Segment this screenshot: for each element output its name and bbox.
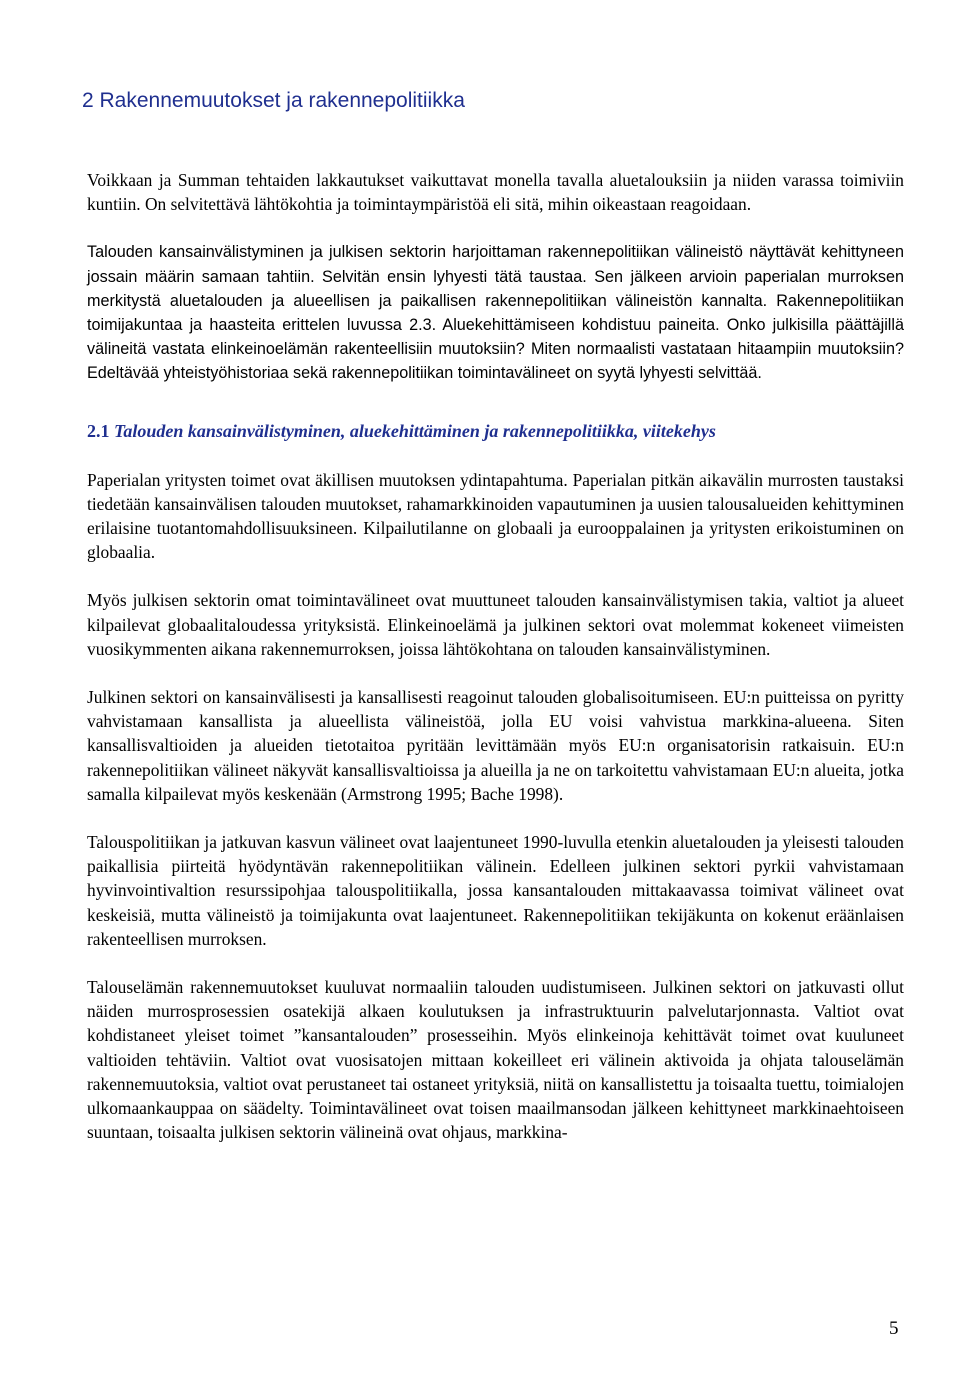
body-paragraph: Talouspolitiikan ja jatkuvan kasvun välineet ovat laajentuneet 1990-luvulla etenkin aluetalouden ja yleisesti talouden paikallisia piirteitä hyödyntävän rakennepolitiikan välinein. Edelleen julkinen sektori pyrkii vahvistamaan hyvinvointivaltion resurssipohjaa talouspolitiikalla, jossa kansantalouden mittakaavassa toimivat välineet ovat keskeisiä, mutta välineistö ja toimijakunta ovat laajentuneet. Rakennepolitiikan tekijäkunta on kokenut eräänlaisen rakenteellisen murroksen. — [87, 832, 904, 949]
page-number: 5 — [889, 1318, 899, 1339]
intro-paragraph-2: Talouden kansainvälistyminen ja julkisen sektorin harjoittaman rakennepolitiikan välineistö näyttävät kehittyneen jossain määrin samaan tahtiin. Selvitän ensin lyhyesti tätä taustaa. Sen jälkeen arvioin paperialan murroksen merkitystä aluetalouden ja alueellisen ja paikallisen rakennepolitiikan välineistön kannalta. Rakennepolitiikan toimijakuntaa ja haasteita erittelen luvussa 2.3. Aluekehittämiseen kohdistuu paineita. Onko julkisilla päättäjillä välineitä vastata elinkeinoelämän rakenteellisiin muutoksiin? Miten normaalisti vastataan hitaampiin muutoksiin? Edeltävää yhteistyöhistoriaa sekä rakennepolitiikan toimintavälineet on syytä lyhyesti selvittää. — [87, 243, 904, 383]
intro-paragraph-1: Voikkaan ja Summan tehtaiden lakkautukset vaikuttavat monella tavalla aluetalouksiin ja niiden varassa toimiviin kuntiin. On selvitettävä lähtökohtia ja toimintaympäristöä eli sitä, mihin oikeastaan reagoidaan. — [87, 170, 904, 215]
body-paragraph: Paperialan yritysten toimet ovat äkillisen muutoksen ydintapahtuma. Paperialan pitkän aikavälin murrosten taustaksi tiedetään kansainvälisen talouden muutokset, rahamarkkinoiden vapautuminen ja uusien talousalueiden kehittyminen erilaisine tuotantomahdollisuuksineen. Kilpailutilanne on globaali ja eurooppalainen ja yritysten erikoistuminen on globaalia. — [87, 469, 904, 563]
section-number: 2.1 — [87, 420, 110, 441]
body-paragraph: Myös julkisen sektorin omat toimintavälineet ovat muuttuneet talouden kansainvälistymisen takia, valtiot ja alueet kilpailevat globaalitaloudessa yrityksistä. Elinkeinoelämä ja julkinen sektori ovat molemmat kokeneet viimeisten vuosikymmenten aikana rakennemurroksen, joissa lähtökohtana on talouden kansainvälistyminen. — [87, 590, 904, 659]
body-paragraph: Talouselämän rakennemuutokset kuuluvat normaaliin talouden uudistumiseen. Julkinen sektori on jatkuvasti ollut näiden murrosprosessien osatekijä alkaen koulutuksen ja infrastruktuurin palvelutarjonnasta. Valtiot ovat kohdistaneet yleiset toimet ”kansantalouden” prosesseihin. Myös elinkeinoja kehittävät toimet ovat kuuluneet valtioiden tehtäviin. Valtiot ovat vuosisatojen mittaan kokeilleet eri välinein aktivoida ja ohjata talouselämän rakennemuutoksia, valtiot ovat perustaneet tai ostaneet yrityksiä, niitä on kansallistettu ja toisaalta tuettu, toimialojen ulkomaankauppaa on säädelty. Toimintavälineet ovat toisen maailmansodan jälkeen kehittyneet markkinaehtoiseen suuntaan, toisaalta julkisen sektorin välineinä ovat ohjaus, markkina- — [87, 977, 904, 1143]
section-heading — [87, 419, 904, 443]
section-title: Talouden kansainvälistyminen, aluekehittäminen ja rakennepolitiikka, viitekehys — [114, 420, 716, 441]
body-paragraph: Julkinen sektori on kansainvälisesti ja kansallisesti reagoinut talouden globalisoitumiseen. EU:n puitteissa on pyritty vahvistamaan kansallista ja alueellista välineistöä, jolla EU voisi vahvistua markkina-alueena. Siten kansallisvaltioiden ja alueiden tietotaitoa pyritään levittämään myös EU:n organisatorisin ratkaisuin. EU:n rakennepolitiikan välineet näkyvät kansallisvaltioissa ja alueilla ja ne on tarkoitettu vahvistamaan EU:n alueita, jotka samalla kilpailevat myös keskenään (Armstrong 1995; Bache 1998). — [87, 687, 904, 804]
chapter-title: 2 Rakennemuutokset ja rakennepolitiikka — [82, 89, 465, 112]
document-page — [82, 84, 904, 1145]
